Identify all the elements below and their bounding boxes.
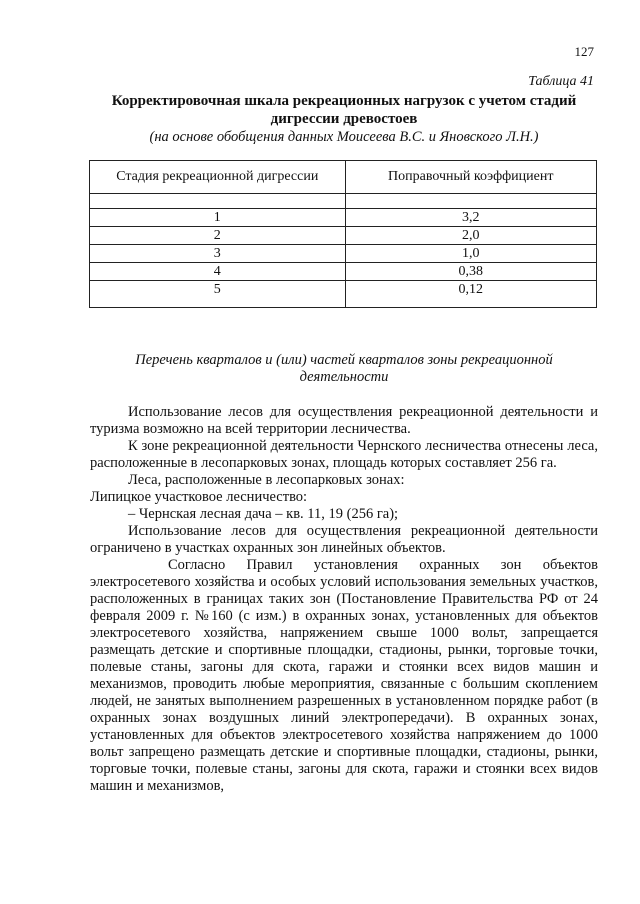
coef-cell: 1,0 (345, 245, 597, 263)
spacer-cell (90, 194, 346, 209)
coef-cell: 3,2 (345, 209, 597, 227)
paragraph: Согласно Правил установления охранных зон объектов электросетевого хозяйства и особых условий использования земельных участков, расположенных в границах таких зон (Постановление Правительства РФ от 24 февраля 2009 г. №160 (с изм.) в охранных зонах, установленных для объектов электросетевого хозяйства, напряжением свыше 1000 вольт, запрещается размещать детские и спортивные площадки, стадионы, рынки, торговые точки, полевые станы, загоны для скота, гаражи и стоянки всех видов машин и механизмов, проводить любые мероприятия, связанные с большим скоплением людей, не занятых выполнением разрешенных в установленном порядке работ (в охранных зонах воздушных линий электропередачи). В охранных зонах, установленных для объектов электросетевого хозяйства напряжением до 1000 вольт запрещено размещать детские и спортивные площадки, стадионы, рынки, торговые точки, полевые станы, загоны для скота, гаражи и стоянки всех видов машин и механизмов, (90, 557, 598, 794)
header-coefficient: Поправочный коэффициент (345, 161, 597, 194)
table-row (90, 209, 597, 227)
coef-cell: 0,38 (345, 263, 597, 281)
table-label: Таблица 41 (528, 74, 594, 89)
paragraph: Леса, расположенные в лесопарковых зонах: (128, 472, 405, 488)
stage-cell: 4 (90, 263, 346, 281)
coef-cell: 2,0 (345, 227, 597, 245)
table-title: Корректировочная шкала рекреационных нагрузок с учетом стадий дигрессии древостоев (111, 93, 577, 127)
paragraph: Использование лесов для осуществления рекреационной деятельности и туризма возможно на всей территории лесничества. (90, 404, 598, 437)
paragraph: Использование лесов для осуществления рекреационной деятельности ограничено в участках охранных зон линейных объектов. (90, 523, 598, 556)
list-item: – Чернская лесная дача – кв. 11, 19 (256 га); (128, 506, 399, 522)
coef-cell: 0,12 (345, 281, 597, 308)
table-row (90, 245, 597, 263)
table-subtitle: (на основе обобщения данных Моисеева В.С. и Яновского Л.Н.) (149, 129, 539, 145)
coefficient-table (89, 160, 597, 308)
table-row (90, 281, 597, 308)
page-number: 127 (574, 44, 594, 59)
table-row (90, 263, 597, 281)
table-spacer-row (90, 194, 597, 209)
stage-cell: 2 (90, 227, 346, 245)
stage-cell: 3 (90, 245, 346, 263)
table-header-row (90, 161, 597, 194)
spacer-cell (345, 194, 597, 209)
section-title: Перечень кварталов и (или) частей кварталов зоны рекреационной деятельности (135, 352, 553, 385)
header-stage: Стадия рекреационной дигрессии (90, 161, 346, 194)
body-text (90, 404, 598, 795)
paragraph: К зоне рекреационной деятельности Чернского лесничества отнесены леса, расположенные в лесопарковых зонах, площадь которых составляет 256 га. (90, 438, 598, 471)
stage-cell: 1 (90, 209, 346, 227)
table-row (90, 227, 597, 245)
paragraph: Липицкое участковое лесничество: (90, 489, 308, 505)
stage-cell: 5 (90, 281, 346, 308)
